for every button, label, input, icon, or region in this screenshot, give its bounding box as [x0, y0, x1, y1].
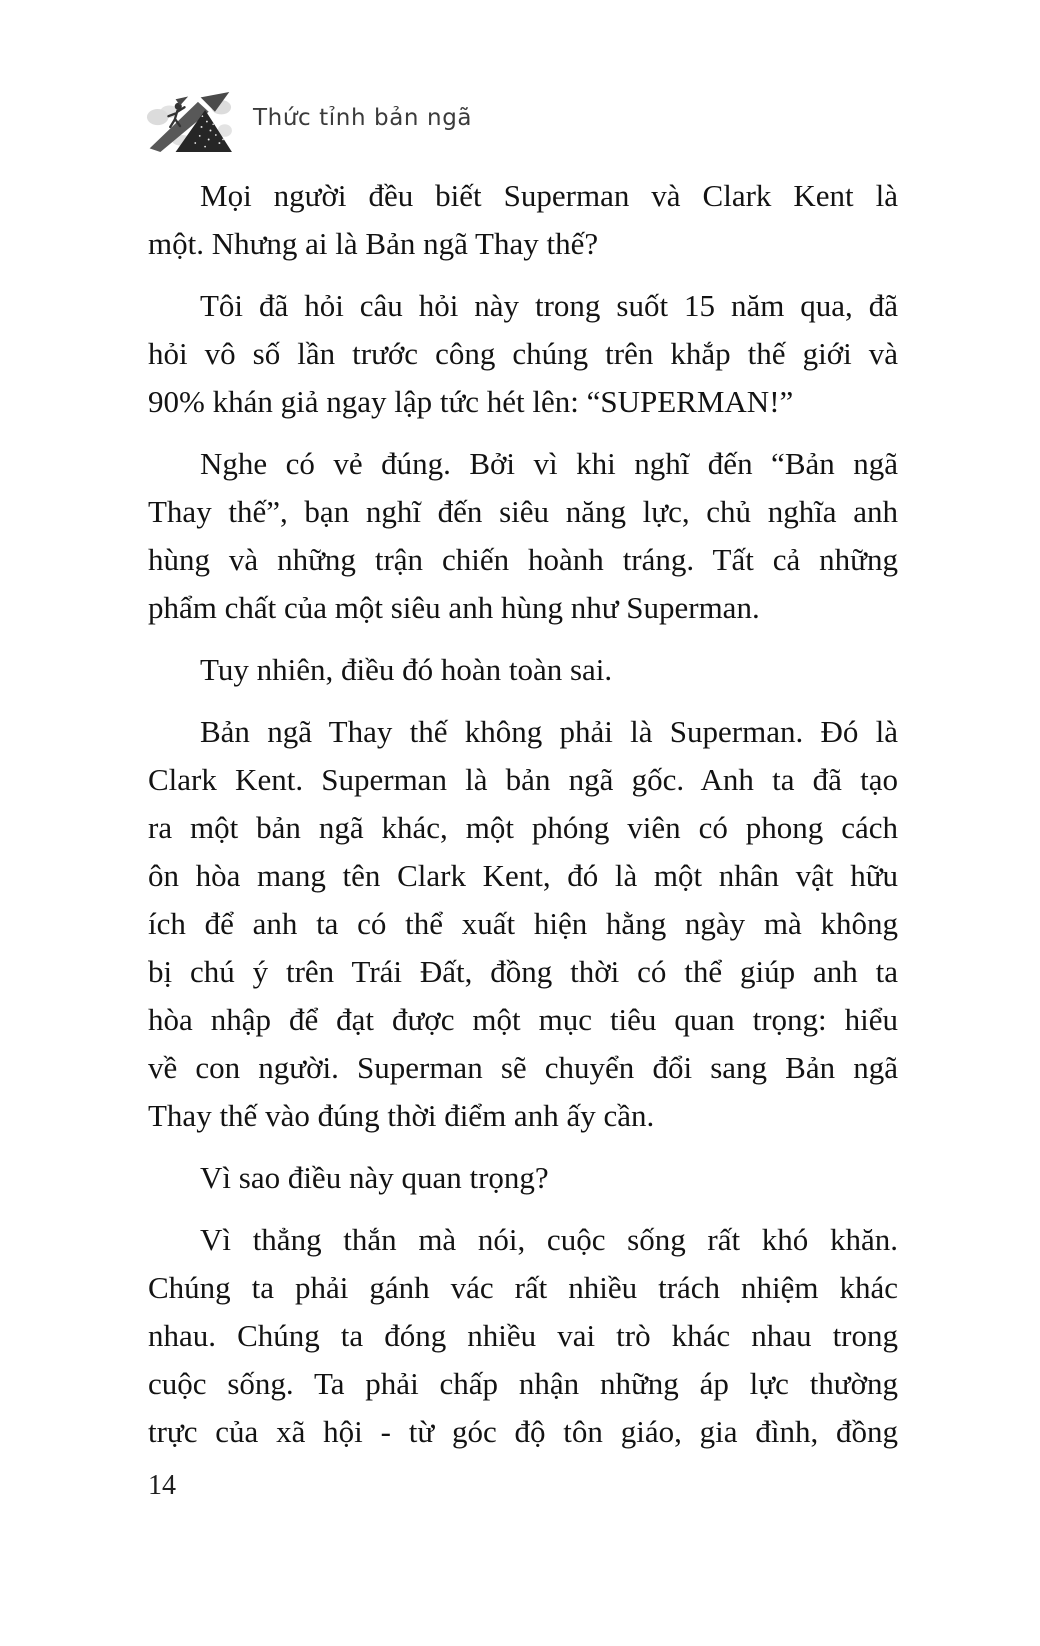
text-line: Vì sao điều này quan trọng? [200, 1160, 549, 1195]
body-text [148, 172, 898, 1470]
text-line: 90% khán giả ngay lập tức hét lên: “SUPERMAN!” [148, 384, 794, 419]
running-head [145, 84, 472, 152]
text-line: trực của xã hội - từ góc độ tôn giáo, gia đình, đồng [148, 1414, 898, 1449]
text-line: hỏi vô số lần trước công chúng trên khắp thế giới và [148, 336, 898, 371]
text-line: bị chú ý trên Trái Đất, đồng thời có thể giúp anh ta [148, 954, 898, 989]
paragraph [148, 708, 898, 1140]
paragraph [148, 1154, 898, 1202]
text-line: Thay thế”, bạn nghĩ đến siêu năng lực, chủ nghĩa anh [148, 494, 898, 529]
running-head-title: Thức tỉnh bản ngã [253, 105, 473, 131]
text-line: Tôi đã hỏi câu hỏi này trong suốt 15 năm qua, đã [200, 288, 898, 323]
mountain-climber-arrow-logo-icon [145, 84, 233, 152]
text-line: Thay thế vào đúng thời điểm anh ấy cần. [148, 1098, 655, 1133]
text-line: cuộc sống. Ta phải chấp nhận những áp lực thường [148, 1366, 898, 1401]
text-line: về con người. Superman sẽ chuyển đổi sang Bản ngã [148, 1050, 898, 1085]
paragraph [148, 282, 898, 426]
text-line: phẩm chất của một siêu anh hùng như Superman. [148, 590, 760, 625]
paragraph [148, 646, 898, 694]
text-line: nhau. Chúng ta đóng nhiều vai trò khác nhau trong [148, 1318, 898, 1353]
text-line: hòa nhập để đạt được một mục tiêu quan trọng: hiểu [148, 1002, 898, 1037]
page-number: 14 [148, 1470, 176, 1501]
text-line: Nghe có vẻ đúng. Bởi vì khi nghĩ đến “Bản ngã [200, 446, 898, 481]
paragraph [148, 172, 898, 268]
paragraph [148, 1216, 898, 1456]
text-line: một. Nhưng ai là Bản ngã Thay thế? [148, 226, 599, 261]
text-line: Mọi người đều biết Superman và Clark Kent là [200, 178, 898, 213]
text-line: ôn hòa mang tên Clark Kent, đó là một nhân vật hữu [148, 858, 898, 893]
text-line: Tuy nhiên, điều đó hoàn toàn sai. [200, 652, 613, 687]
text-line: Chúng ta phải gánh vác rất nhiều trách nhiệm khác [148, 1270, 898, 1305]
text-line: ích để anh ta có thể xuất hiện hằng ngày mà không [148, 906, 898, 941]
paragraph [148, 440, 898, 632]
text-line: hùng và những trận chiến hoành tráng. Tất cả những [148, 542, 898, 577]
text-line: Vì thẳng thắn mà nói, cuộc sống rất khó khăn. [200, 1222, 898, 1257]
text-line: Bản ngã Thay thế không phải là Superman. Đó là [200, 714, 898, 749]
text-line: ra một bản ngã khác, một phóng viên có phong cách [148, 810, 898, 845]
text-line: Clark Kent. Superman là bản ngã gốc. Anh ta đã tạo [148, 762, 898, 797]
